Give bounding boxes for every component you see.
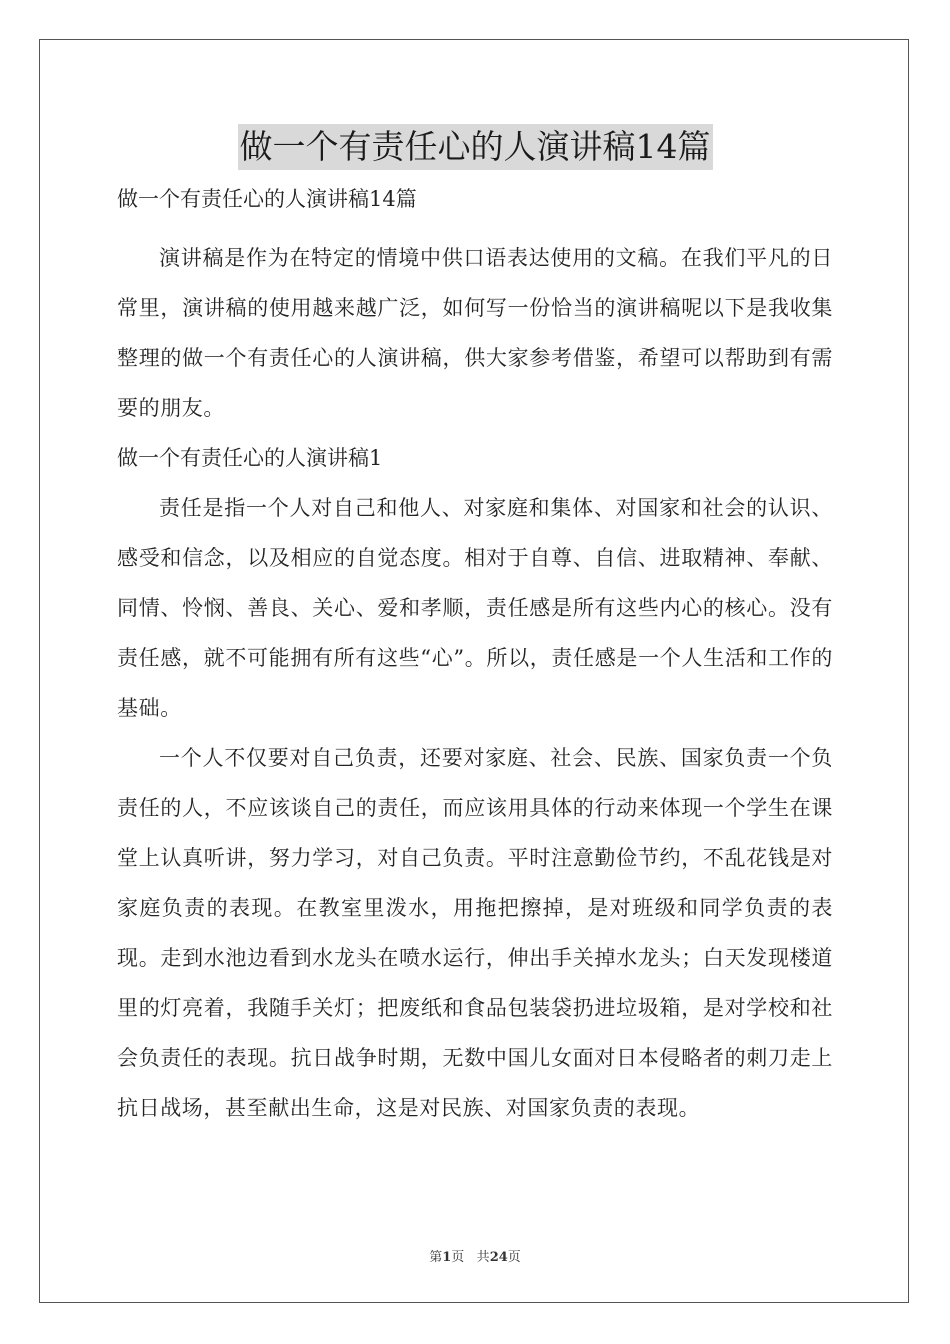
document-title bbox=[0, 124, 950, 170]
body-paragraph: 责任是指一个人对自己和他人、对家庭和集体、对国家和社会的认识、感受和信念，以及相应的自觉态度。相对于自尊、自信、进取精神、奉献、同情、怜悯、善良、关心、爱和孝顺，责任感是所有这些内心的核心。没有责任感，就不可能拥有所有这些“心”。所以，责任感是一个人生活和工作的基础。 bbox=[117, 496, 833, 720]
total-pages: 24 bbox=[489, 1250, 508, 1265]
section-heading: 做一个有责任心的人演讲稿1 bbox=[117, 446, 383, 470]
page-prefix: 第 bbox=[429, 1250, 443, 1265]
document-body bbox=[117, 184, 833, 1133]
body-paragraph: 一个人不仅要对自己负责，还要对家庭、社会、民族、国家负责一个负责任的人，不应该谈自己的责任，而应该用具体的行动来体现一个学生在课堂上认真听讲，努力学习，对自己负责。平时注意勤俭节约，不乱花钱是对家庭负责的表现。在教室里泼水，用拖把擦掉，是对班级和同学负责的表现。走到水池边看到水龙头在喷水运行，伸出手关掉水龙头；白天发现楼道里的灯亮着，我随手关灯；把废纸和食品包装袋扔进垃圾箱，是对学校和社会负责任的表现。抗日战争时期，无数中国儿女面对日本侵略者的刺刀走上抗日战场，甚至献出生命，这是对民族、对国家负责的表现。 bbox=[117, 746, 833, 1120]
document-subtitle: 做一个有责任心的人演讲稿14篇 bbox=[117, 187, 417, 211]
page-unit: 页 bbox=[451, 1250, 465, 1265]
total-prefix: 共 bbox=[476, 1250, 490, 1265]
page-footer bbox=[0, 1246, 950, 1265]
document-title-text: 做一个有责任心的人演讲稿14篇 bbox=[238, 124, 713, 170]
total-unit: 页 bbox=[507, 1250, 521, 1265]
page-number: 1 bbox=[442, 1250, 452, 1265]
intro-paragraph: 演讲稿是作为在特定的情境中供口语表达使用的文稿。在我们平凡的日常里，演讲稿的使用越来越广泛，如何写一份恰当的演讲稿呢以下是我收集整理的做一个有责任心的人演讲稿，供大家参考借鉴，希望可以帮助到有需要的朋友。 bbox=[117, 246, 833, 420]
